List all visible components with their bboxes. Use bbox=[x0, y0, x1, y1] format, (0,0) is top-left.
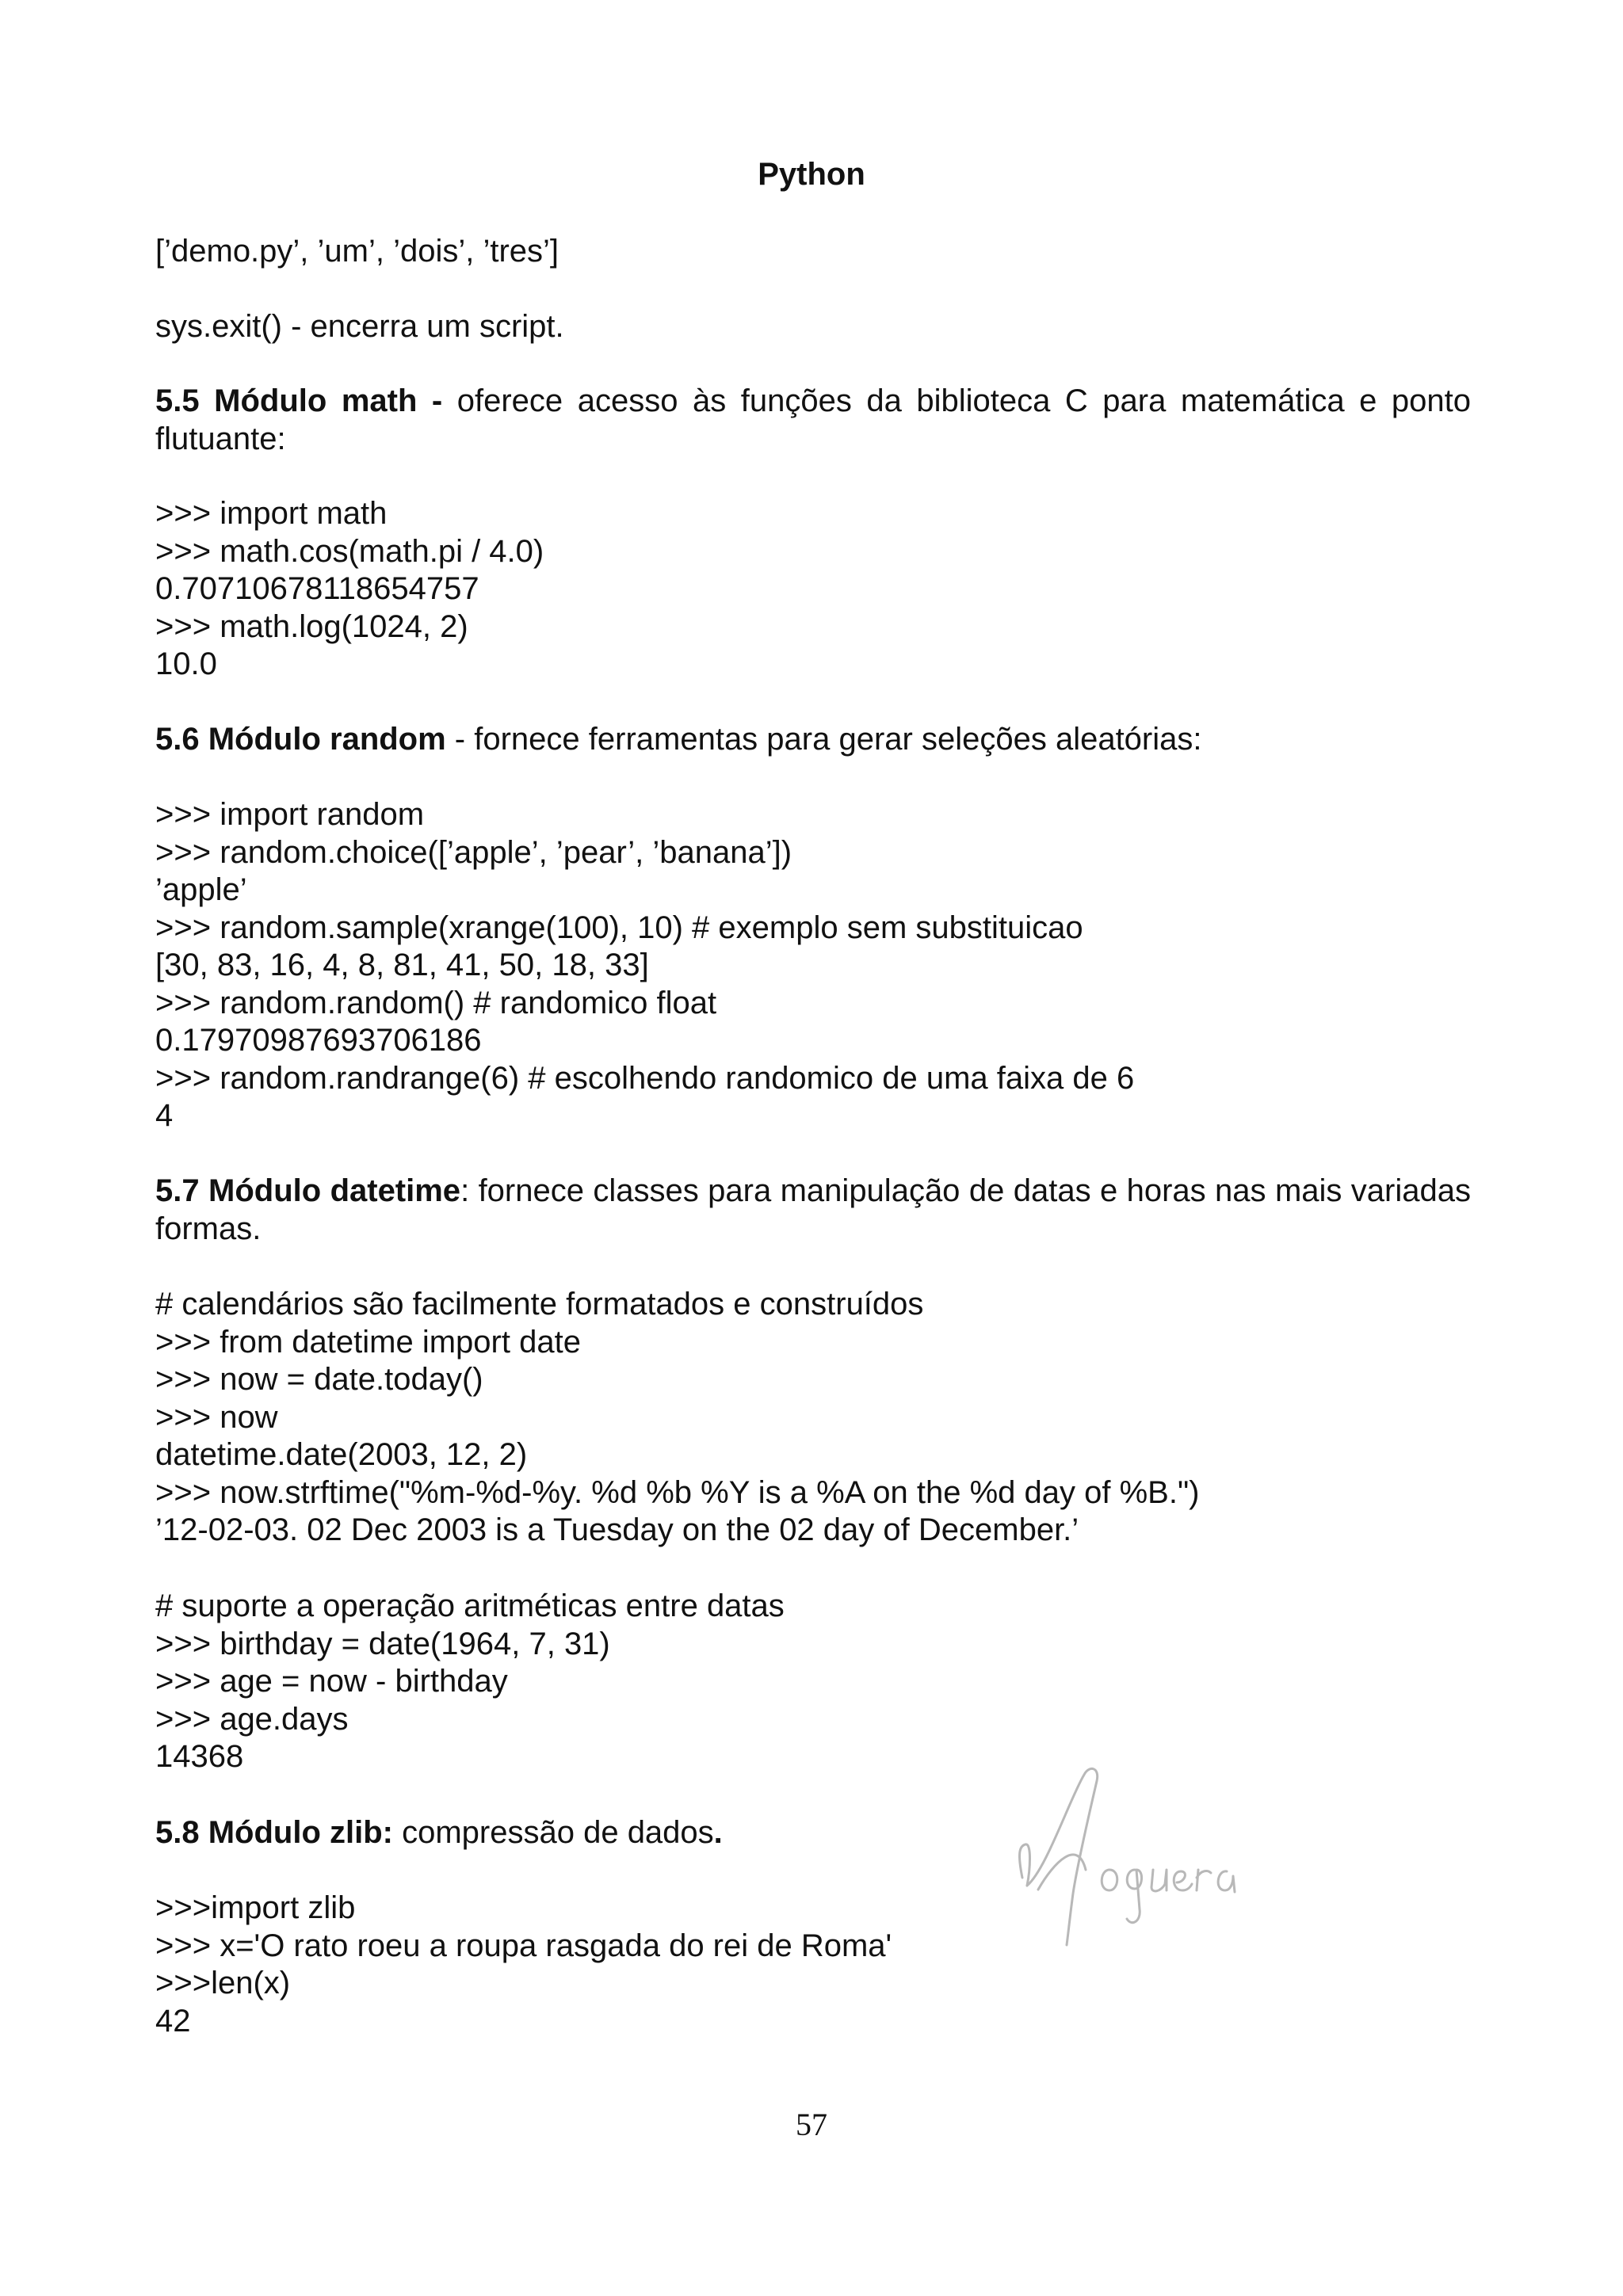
code-line: >>> random.choice([’apple’, ’pear’, ’banana’]) bbox=[155, 834, 792, 870]
section-zlib-paragraph bbox=[155, 1814, 1471, 1852]
section-datetime-paragraph bbox=[155, 1173, 1471, 1248]
code-line: 14368 bbox=[155, 1739, 244, 1774]
code-line: 4 bbox=[155, 1098, 174, 1133]
section-math-code bbox=[155, 495, 1471, 684]
code-line: >>> now bbox=[155, 1399, 278, 1435]
section-zlib-description: compressão de dados bbox=[392, 1815, 714, 1850]
section-random-paragraph bbox=[155, 721, 1471, 759]
section-zlib-code bbox=[155, 1890, 1471, 2040]
code-line: >>>len(x) bbox=[155, 1966, 291, 2000]
code-line: 10.0 bbox=[155, 646, 217, 681]
code-line: datetime.date(2003, 12, 2) bbox=[155, 1437, 528, 1472]
code-line: >>> math.cos(math.pi / 4.0) bbox=[155, 533, 544, 569]
code-line: >>> age.days bbox=[155, 1701, 349, 1737]
code-line: ’12-02-03. 02 Dec 2003 is a Tuesday on the 02 day of December.’ bbox=[155, 1512, 1079, 1547]
code-line: # calendários são facilmente formatados e construídos bbox=[155, 1287, 924, 1322]
section-datetime-heading: 5.7 Módulo datetime bbox=[155, 1173, 461, 1208]
code-line: >>> import math bbox=[155, 496, 388, 531]
code-line: >>> random.random() # randomico float bbox=[155, 985, 717, 1020]
section-random-heading: 5.6 Módulo random bbox=[155, 722, 446, 757]
code-line: 42 bbox=[155, 2003, 191, 2039]
argv-output bbox=[155, 233, 1471, 271]
code-line: ’apple’ bbox=[155, 872, 247, 907]
code-line: [’demo.py’, ’um’, ’dois’, ’tres’] bbox=[155, 234, 559, 269]
section-datetime-code-1 bbox=[155, 1286, 1471, 1550]
code-line: >>>import zlib bbox=[155, 1890, 356, 1925]
code-line: [30, 83, 16, 4, 8, 81, 41, 50, 18, 33] bbox=[155, 948, 649, 982]
section-random-code bbox=[155, 796, 1471, 1135]
page-title: Python bbox=[758, 157, 865, 192]
code-line: >>> now = date.today() bbox=[155, 1362, 483, 1397]
code-line: >>> import random bbox=[155, 797, 425, 832]
signature-watermark bbox=[991, 1751, 1244, 1957]
code-line: >>> math.log(1024, 2) bbox=[155, 608, 468, 644]
code-line: >>> random.sample(xrange(100), 10) # exemplo sem substituicao bbox=[155, 910, 1083, 945]
code-line: >>> x='O rato roeu a roupa rasgada do rei de Roma' bbox=[155, 1928, 892, 1963]
code-line: >>> from datetime import date bbox=[155, 1324, 581, 1360]
section-math-description: oferece acesso às funções da biblioteca C para matemática e ponto flutuante: bbox=[155, 383, 1471, 456]
section-datetime-description: : fornece classes para manipulação de datas e horas nas mais variadas formas. bbox=[155, 1173, 1471, 1246]
section-math-heading: 5.5 Módulo math - bbox=[155, 383, 443, 418]
code-line: >>> birthday = date(1964, 7, 31) bbox=[155, 1626, 610, 1661]
text-line: sys.exit() - encerra um script. bbox=[155, 309, 564, 344]
section-random-description: - fornece ferramentas para gerar seleções aleatórias: bbox=[445, 722, 1202, 757]
sys-exit-text bbox=[155, 308, 1471, 346]
page-number: 57 bbox=[796, 2107, 827, 2142]
code-line: >>> random.randrange(6) # escolhendo randomico de uma faixa de 6 bbox=[155, 1060, 1135, 1096]
section-zlib-heading: 5.8 Módulo zlib: bbox=[155, 1815, 393, 1850]
code-line: 0.17970987693706186 bbox=[155, 1023, 482, 1058]
section-zlib-period: . bbox=[713, 1815, 723, 1850]
section-math-paragraph bbox=[155, 383, 1471, 458]
code-line: >>> age = now - birthday bbox=[155, 1664, 508, 1699]
code-line: # suporte a operação aritméticas entre datas bbox=[155, 1589, 785, 1623]
code-line: 0.70710678118654757 bbox=[155, 571, 479, 606]
section-datetime-code-2 bbox=[155, 1588, 1471, 1776]
code-line: >>> now.strftime("%m-%d-%y. %d %b %Y is a %A on the %d day of %B.") bbox=[155, 1474, 1200, 1510]
